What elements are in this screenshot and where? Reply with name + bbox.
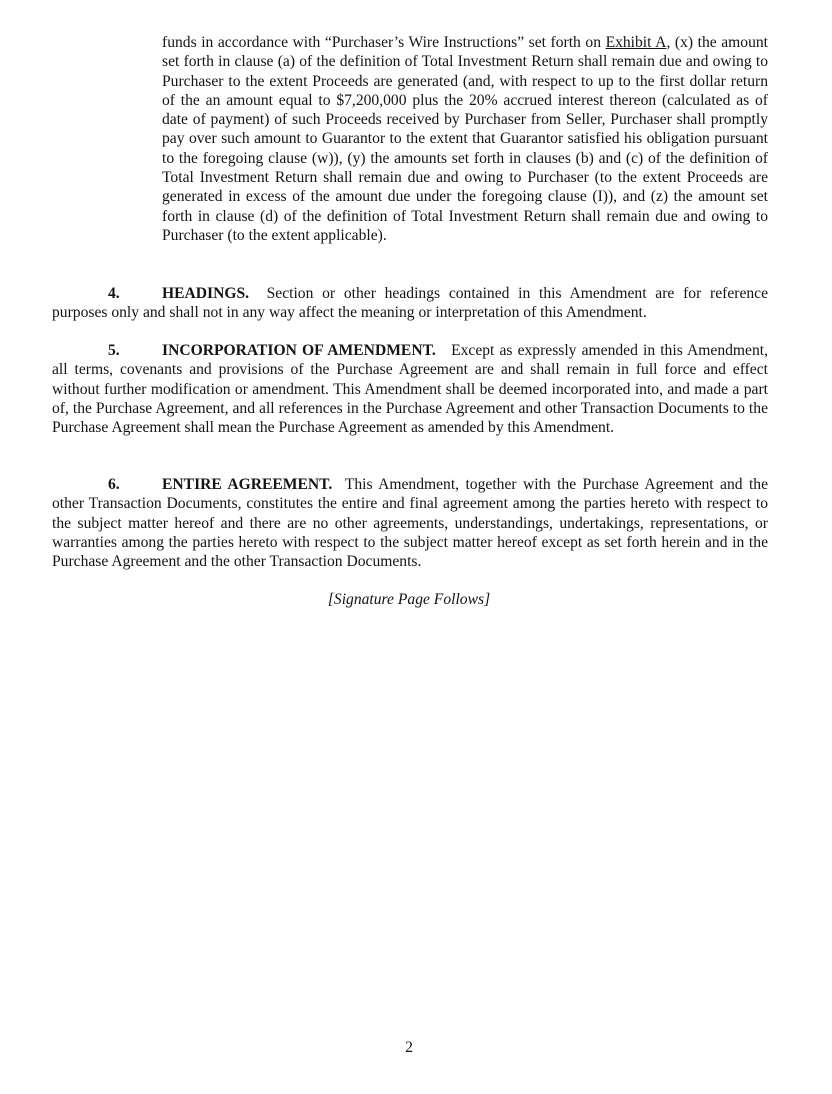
continuation-text-after: , (x) the amount set forth in clause (a) of the definition of Total Investment Return shall remain due and owing to Purchaser to the extent Proceeds are generated (and, with respect to up to the first dollar return of the an amount equal to $7,200,000 plus the 20% accrued interest thereon (calculated as of date of payment) of such Proceeds received by Purchaser from Seller, Purchaser shall promptly pay over such amount to Guarantor to the extent that Guarantor satisfied his obligation pursuant to the foregoing clause (w)), (y) the amounts set forth in clauses (b) and (c) of the definition of Total Investment Return shall remain due and owing to Purchaser (to the extent Proceeds are generated in excess of the amount due under the foregoing clause (I)), and (z) the amount set forth in clause (d) of the definition of Total Investment Return shall remain due and owing to Purchaser (to the extent applicable). [162, 34, 768, 244]
section-6-entire-agreement [52, 475, 768, 571]
continuation-text-before: funds in accordance with “Purchaser’s Wire Instructions” set forth on [162, 34, 606, 51]
section-number: 4. [108, 285, 120, 302]
section-number: 6. [108, 476, 120, 493]
section-text: This Amendment, together with the Purchase Agreement and the other Transaction Documents, constitutes the entire and final agreement among the parties hereto with respect to the subject matter hereof and there are no other agreements, understandings, undertakings, representations, or warranties among the parties hereto with respect to the subject matter hereof except as set forth herein and in the Purchase Agreement and the other Transaction Documents. [52, 476, 768, 571]
page-number: 2 [405, 1039, 413, 1056]
section-heading: HEADINGS. [162, 285, 250, 302]
signature-page-note: [Signature Page Follows] [327, 591, 491, 608]
section-heading: ENTIRE AGREEMENT. [162, 476, 333, 493]
continuation-paragraph [162, 33, 768, 245]
section-text: Except as expressly amended in this Amendment, all terms, covenants and provisions of the Purchase Agreement are and shall remain in full force and effect without further modification or amendment. This Amendment shall be deemed incorporated into, and made a part of, the Purchase Agreement, and all references in the Purchase Agreement and other Transaction Documents to the Purchase Agreement shall mean the Purchase Agreement as amended by this Amendment. [52, 342, 768, 437]
section-heading: INCORPORATION OF AMENDMENT. [162, 342, 436, 359]
section-text: Section or other headings contained in this Amendment are for reference purposes only and shall not in any way affect the meaning or interpretation of this Amendment. [52, 285, 769, 322]
section-5-incorporation [52, 341, 768, 437]
section-4-headings [52, 284, 768, 323]
exhibit-a-reference: Exhibit A [605, 34, 667, 51]
section-number: 5. [108, 342, 120, 359]
